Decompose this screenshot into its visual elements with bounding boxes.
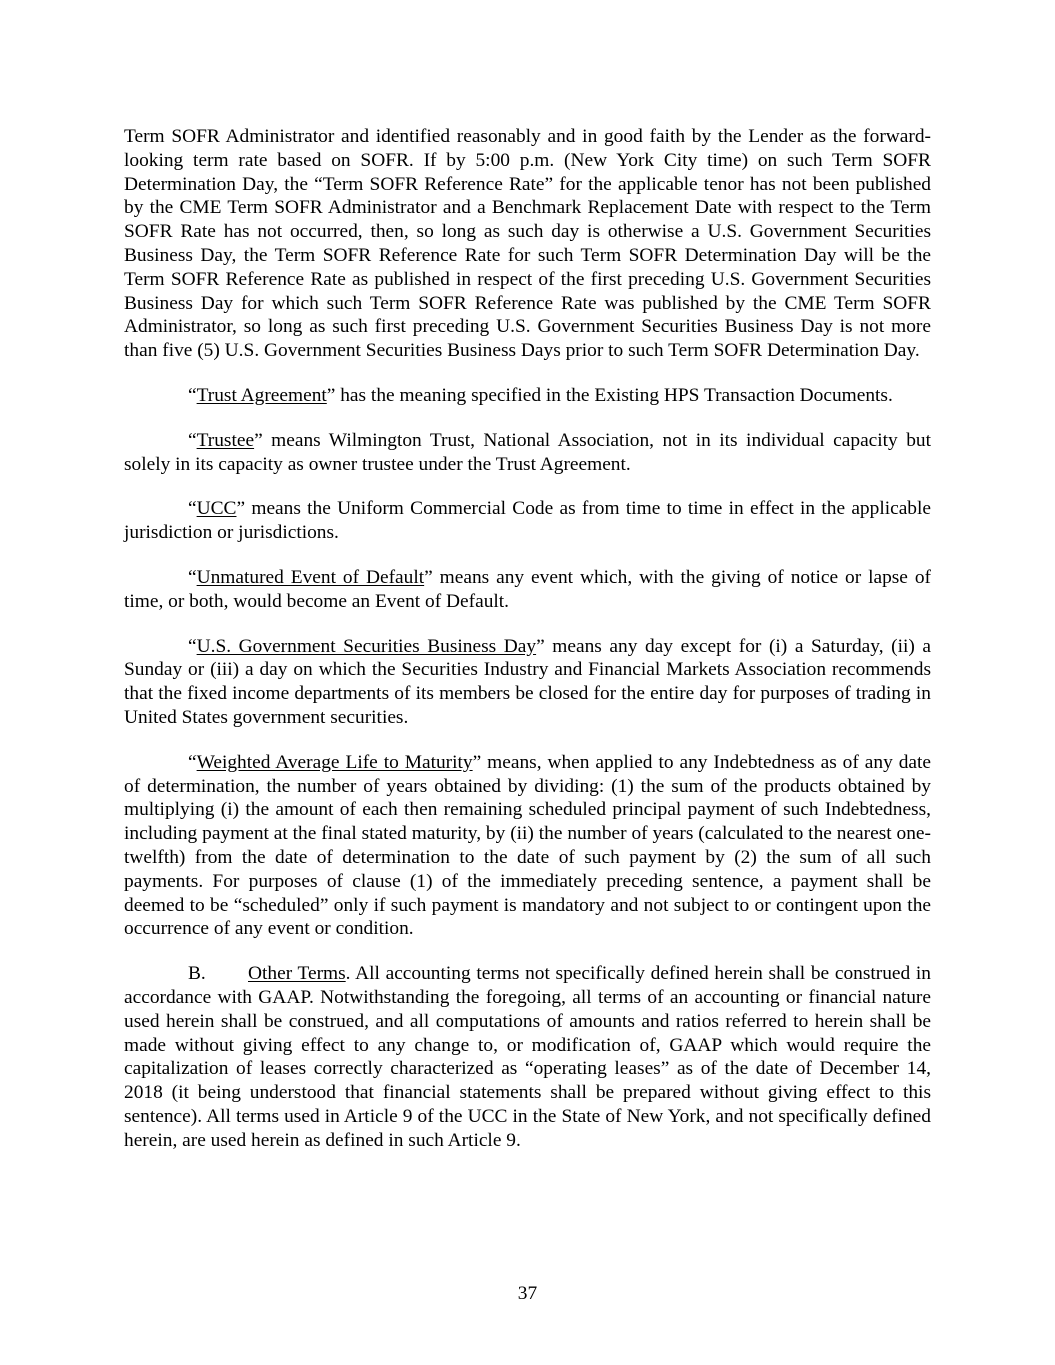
section-other-terms xyxy=(124,962,931,1152)
defined-term: U.S. Government Securities Business Day xyxy=(196,635,537,657)
definition-unmatured-event-of-default xyxy=(124,566,931,614)
definition-ucc xyxy=(124,497,931,545)
definition-trust-agreement xyxy=(124,384,931,408)
definition-text: ” means Wilmington Trust, National Association, not in its individual capacity but solely in its capacity as owner trustee under the Trust Agreement. xyxy=(124,429,931,475)
defined-term: Weighted Average Life to Maturity xyxy=(196,751,473,773)
definition-weighted-average-life-to-maturity xyxy=(124,751,931,941)
paragraph-term-sofr-continuation: Term SOFR Administrator and identified reasonably and in good faith by the Lender as the forward-looking term rate based on SOFR. If by 5:00 p.m. (New York City time) on such Term SOFR Determination Day, the “Term SOFR Reference Rate” for the applicable tenor has not been published by the CME Term SOFR Administrator and a Benchmark Replacement Date with respect to the Term SOFR Rate has not occurred, then, so long as such day is otherwise a U.S. Government Securities Business Day, the Term SOFR Reference Rate for such Term SOFR Determination Day will be the Term SOFR Reference Rate as published in respect of the first preceding U.S. Government Securities Business Day for which such Term SOFR Reference Rate was published by the CME Term SOFR Administrator, so long as such first preceding U.S. Government Securities Business Day is not more than five (5) U.S. Government Securities Business Days prior to such Term SOFR Determination Day. xyxy=(124,126,931,362)
open-quote: “ xyxy=(188,566,197,588)
open-quote: “ xyxy=(188,751,197,773)
defined-term: Trust Agreement xyxy=(196,384,327,406)
defined-term: Trustee xyxy=(196,429,255,451)
definition-text: ” means any event which, with the giving of notice or lapse of time, or both, would become an Event of Default. xyxy=(124,566,931,612)
defined-term: Unmatured Event of Default xyxy=(196,566,425,588)
open-quote: “ xyxy=(188,429,197,451)
section-body: . All accounting terms not specifically defined herein shall be construed in accordance with GAAP. Notwithstanding the foregoing, all terms of an accounting or financial nature used herein shall be construed, and all computations of amounts and ratios referred to herein shall be made without giving effect to any change to, or modification of, GAAP which would require the capitalization of leases correctly characterized as “operating leases” as of the date of December 14, 2018 (it being understood that financial statements shall be prepared without giving effect to this sentence). All terms used in Article 9 of the UCC in the State of New York, and not specifically defined herein, are used herein as defined in such Article 9. xyxy=(124,963,931,1151)
open-quote: “ xyxy=(188,498,197,520)
defined-term: UCC xyxy=(196,498,237,520)
definition-us-government-securities-business-day xyxy=(124,635,931,730)
document-page xyxy=(124,125,931,1173)
page-number: 37 xyxy=(517,1283,538,1304)
open-quote: “ xyxy=(188,635,197,657)
open-quote: “ xyxy=(188,384,197,406)
definition-text: ” has the meaning specified in the Existing HPS Transaction Documents. xyxy=(326,384,893,406)
section-heading: Other Terms xyxy=(248,963,346,985)
definition-text: ” means any day except for (i) a Saturday, (ii) a Sunday or (iii) a day on which the Securities Industry and Financial Markets Association recommends that the fixed income departments of its members be closed for the entire day for purposes of trading in United States government securities. xyxy=(124,635,932,728)
definition-trustee xyxy=(124,429,931,477)
definition-text: ” means the Uniform Commercial Code as from time to time in effect in the applicable jurisdiction or jurisdictions. xyxy=(124,498,931,544)
definition-text: ” means, when applied to any Indebtedness as of any date of determination, the number of years obtained by dividing: (1) the sum of the products obtained by multiplying (i) the amount of each then remaining scheduled principal payment of such Indebtedness, including payment at the final stated maturity, by (ii) the number of years (calculated to the nearest one-twelfth) from the date of determination to the date of such payment by (2) the sum of all such payments. For purposes of clause (1) of the immediately preceding sentence, a payment shall be deemed to be “scheduled” only if such payment is mandatory and not subject to or contingent upon the occurrence of any event or condition. xyxy=(124,751,932,940)
section-letter: B. xyxy=(188,963,206,985)
